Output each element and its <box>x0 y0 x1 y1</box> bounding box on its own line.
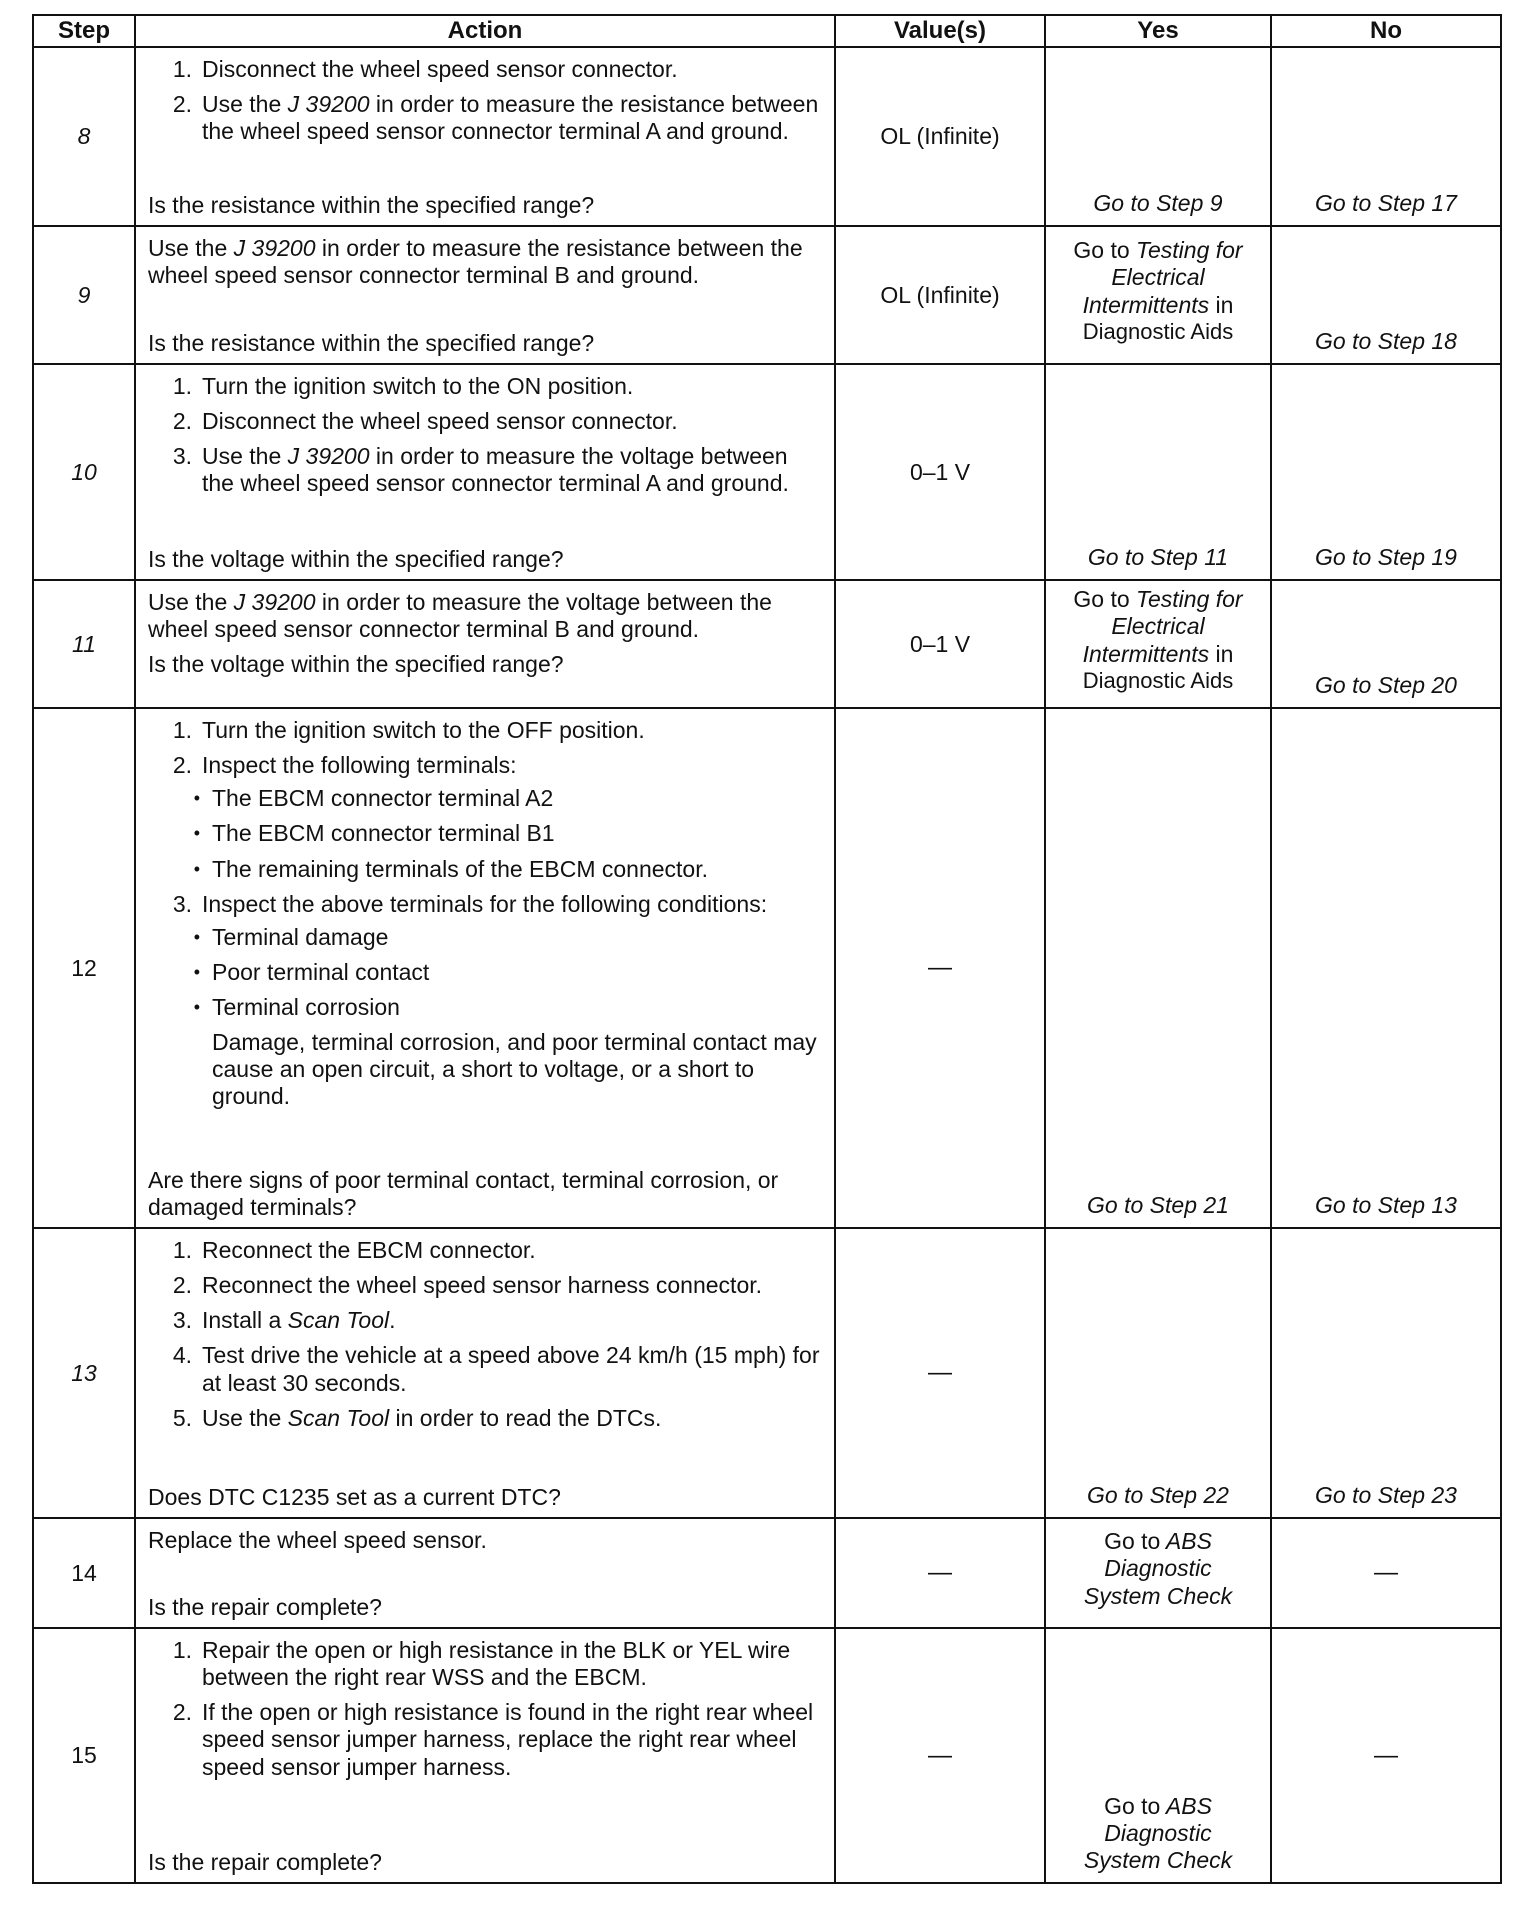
yes-cell: Go to Step 21 <box>1045 708 1271 1228</box>
header-row <box>33 15 1501 47</box>
action-item: 2. If the open or high resistance is found in the right rear wheel speed sensor jumper harness, replace the right rear wheel speed sensor jumper harness. <box>172 1699 814 1780</box>
action-question: Is the resistance within the specified range? <box>148 191 595 218</box>
no-cell: Go to Step 23 <box>1271 1228 1501 1518</box>
action-item: 2. Use the J 39200 in order to measure the resistance between the wheel speed sensor connector terminal A and ground. <box>172 91 819 145</box>
value-cell: 0–1 V <box>835 580 1045 708</box>
no-cell: — <box>1271 1628 1501 1883</box>
step-number: 14 <box>33 1518 135 1628</box>
action-item: 1. Reconnect the EBCM connector. <box>172 1237 536 1263</box>
action-cell <box>135 226 835 364</box>
action-cell <box>135 47 835 226</box>
action-question: Is the repair complete? <box>148 1593 382 1620</box>
action-question: Is the voltage within the specified range? <box>148 651 564 678</box>
action-item: 1. Repair the open or high resistance in the BLK or YEL wire between the right rear WSS and the EBCM. <box>172 1637 791 1691</box>
action-cell <box>135 580 835 708</box>
action-question: Are there signs of poor terminal contact, terminal corrosion, or damaged terminals? <box>148 1166 779 1220</box>
list-item: • Terminal corrosion <box>193 994 400 1020</box>
action-question: Does DTC C1235 set as a current DTC? <box>148 1483 561 1510</box>
value-cell: — <box>835 1628 1045 1883</box>
value-cell: OL (Infinite) <box>835 47 1045 226</box>
table-row-step-14 <box>33 1518 1501 1628</box>
list-item: • The EBCM connector terminal B1 <box>193 820 555 847</box>
action-item: 5. Use the Scan Tool in order to read the DTCs. <box>172 1404 662 1431</box>
step-number: 11 <box>33 580 135 708</box>
list-item: • The EBCM connector terminal A2 <box>193 785 554 812</box>
value-cell: — <box>835 1228 1045 1518</box>
header-step: Step <box>33 15 135 47</box>
no-cell: Go to Step 17 <box>1271 47 1501 226</box>
action-item: 2. Inspect the following terminals: • The EBCM connector terminal A2 • The EBCM connector terminal B1 • The remaining terminals of the EBCM connector. <box>148 752 824 883</box>
action-text: Use the J 39200 in order to measure the voltage between the wheel speed sensor connector terminal B and ground. <box>148 589 772 643</box>
table-row-step-9 <box>33 226 1501 364</box>
list-item: • Poor terminal contact <box>193 958 430 985</box>
list-item: • Terminal damage <box>193 923 389 950</box>
action-item: 1. Disconnect the wheel speed sensor connector. <box>172 56 678 82</box>
yes-cell: Go to Step 22 <box>1045 1228 1271 1518</box>
action-item: 2. Reconnect the wheel speed sensor harness connector. <box>172 1272 763 1299</box>
no-cell: Go to Step 13 <box>1271 708 1501 1228</box>
header-action: Action <box>135 15 835 47</box>
value-cell: — <box>835 708 1045 1228</box>
action-item: 3. Install a Scan Tool. <box>172 1307 396 1334</box>
step-number: 10 <box>33 364 135 580</box>
action-item: 4. Test drive the vehicle at a speed above 24 km/h (15 mph) for at least 30 seconds. <box>172 1342 820 1396</box>
header-values: Value(s) <box>835 15 1045 47</box>
action-note: Damage, terminal corrosion, and poor terminal contact may cause an open circuit, a short to voltage, or a short to ground. <box>212 1029 817 1110</box>
action-text: Use the J 39200 in order to measure the resistance between the wheel speed sensor connector terminal B and ground. <box>148 235 803 289</box>
table-row-step-15 <box>33 1628 1501 1883</box>
action-item: 1. Turn the ignition switch to the OFF position. <box>172 717 645 743</box>
table-row-step-10 <box>33 364 1501 580</box>
no-cell: Go to Step 18 <box>1271 226 1501 364</box>
yes-cell: Go to Testing for Electrical Intermittents in Diagnostic Aids <box>1045 226 1271 364</box>
no-cell: Go to Step 20 <box>1271 580 1501 708</box>
action-text: Replace the wheel speed sensor. <box>148 1527 487 1553</box>
yes-cell: Go to Step 9 <box>1045 47 1271 226</box>
step-number: 12 <box>33 708 135 1228</box>
action-cell <box>135 708 835 1228</box>
header-no: No <box>1271 15 1501 47</box>
yes-cell: Go to Step 11 <box>1045 364 1271 580</box>
table-row-step-11 <box>33 580 1501 708</box>
action-cell <box>135 1628 835 1883</box>
yes-cell: Go to Testing for Electrical Intermittents in Diagnostic Aids <box>1045 580 1271 708</box>
action-item: 1. Turn the ignition switch to the ON position. <box>172 373 634 399</box>
table-row-step-8 <box>33 47 1501 226</box>
action-cell <box>135 1228 835 1518</box>
step-number: 9 <box>33 226 135 364</box>
action-question: Is the repair complete? <box>148 1848 382 1875</box>
value-cell: 0–1 V <box>835 364 1045 580</box>
action-item: 3. Use the J 39200 in order to measure the voltage between the wheel speed sensor connector terminal A and ground. <box>172 443 789 497</box>
action-item: 3. Inspect the above terminals for the following conditions: • Terminal damage • Poor terminal contact • Terminal corrosion Damage, terminal corrosion, and poor terminal contact may cause an open circuit, a short to voltage, or a short to ground. <box>148 891 824 1111</box>
value-cell: OL (Infinite) <box>835 226 1045 364</box>
table-row-step-12 <box>33 708 1501 1228</box>
no-cell: Go to Step 19 <box>1271 364 1501 580</box>
no-cell: — <box>1271 1518 1501 1628</box>
yes-cell: Go to ABS Diagnostic System Check <box>1045 1628 1271 1883</box>
action-question: Is the resistance within the specified range? <box>148 329 595 356</box>
step-number: 15 <box>33 1628 135 1883</box>
action-cell <box>135 364 835 580</box>
list-item: • The remaining terminals of the EBCM connector. <box>193 855 709 882</box>
step-number: 13 <box>33 1228 135 1518</box>
action-cell <box>135 1518 835 1628</box>
step-number: 8 <box>33 47 135 226</box>
value-cell: — <box>835 1518 1045 1628</box>
diagnostic-table <box>32 14 1502 1884</box>
yes-cell: Go to ABS Diagnostic System Check <box>1045 1518 1271 1628</box>
table-row-step-13 <box>33 1228 1501 1518</box>
action-question: Is the voltage within the specified range? <box>148 545 564 572</box>
header-yes: Yes <box>1045 15 1271 47</box>
action-item: 2. Disconnect the wheel speed sensor connector. <box>172 408 678 435</box>
